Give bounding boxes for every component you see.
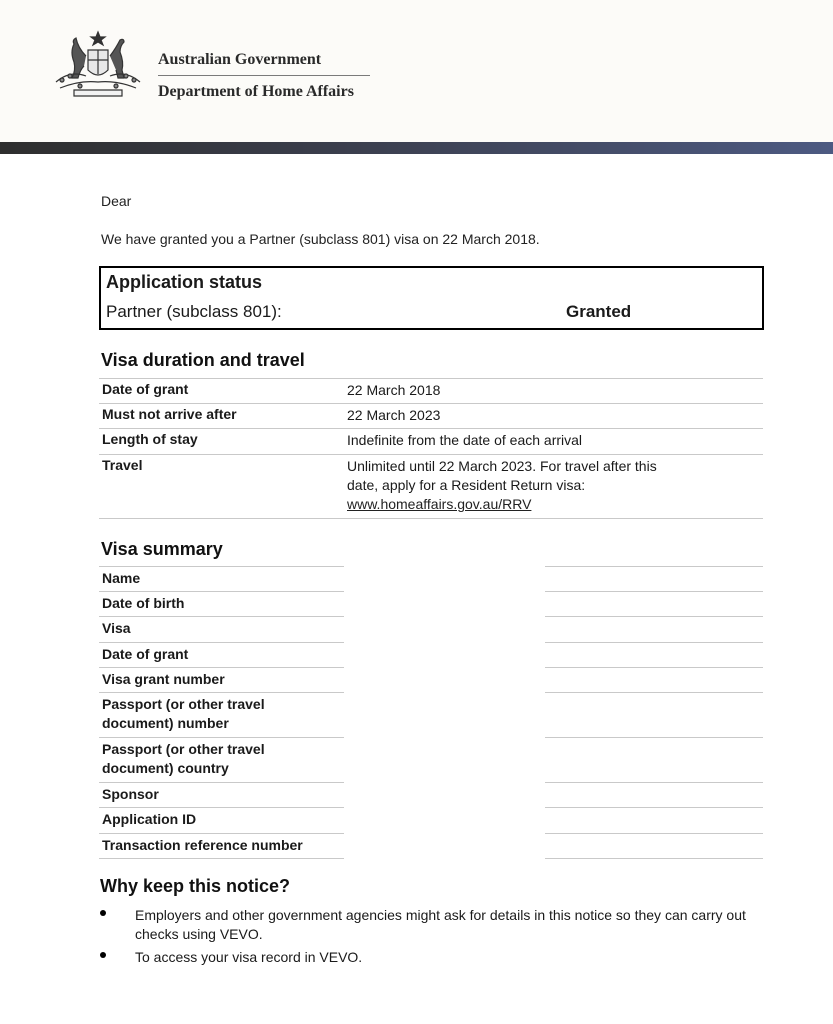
why-heading: Why keep this notice? <box>100 876 291 896</box>
duration-heading: Visa duration and travel <box>101 350 305 370</box>
travel-text: Unlimited until 22 March 2023. For travel after this date, apply for a Resident Return visa: <box>347 458 657 493</box>
field-label: Name <box>102 570 141 586</box>
summary-heading: Visa summary <box>101 539 223 559</box>
table-row <box>99 378 763 403</box>
header-divider <box>158 75 370 76</box>
summary-table <box>99 566 344 859</box>
field-label: Transaction reference number <box>102 837 303 853</box>
coat-of-arms-icon <box>50 30 146 102</box>
field-label: Passport (or other travel document) number <box>102 696 265 731</box>
field-label: Visa <box>102 620 131 636</box>
table-row <box>99 834 344 859</box>
field-label: Passport (or other travel document) country <box>102 741 265 776</box>
duration-table <box>99 378 763 519</box>
status-title: Application status <box>106 272 263 292</box>
letterhead <box>0 0 833 142</box>
list-item <box>99 948 759 967</box>
row-key: Length of stay <box>102 431 198 447</box>
rrv-link[interactable]: www.homeaffairs.gov.au/RRV <box>347 496 532 512</box>
value-line <box>545 566 763 567</box>
row-key: Travel <box>102 457 143 473</box>
value-line <box>545 616 763 617</box>
application-status-box <box>99 266 764 330</box>
row-value: Indefinite from the date of each arrival <box>347 432 583 448</box>
bullet-text: Employers and other government agencies might ask for details in this notice so they can carry out checks using VEVO. <box>135 907 746 942</box>
field-label: Date of birth <box>102 595 185 611</box>
value-line <box>545 807 763 808</box>
value-line <box>545 782 763 783</box>
status-value: Granted <box>566 302 632 321</box>
row-value: 22 March 2018 <box>347 382 441 398</box>
table-row <box>99 403 763 428</box>
header-band <box>0 142 833 154</box>
org-name: Australian Government <box>158 51 322 68</box>
field-label: Sponsor <box>102 786 159 802</box>
field-label: Application ID <box>102 811 197 827</box>
table-row <box>99 428 763 454</box>
value-line <box>545 858 763 859</box>
department-name: Department of Home Affairs <box>158 83 354 100</box>
field-label: Date of grant <box>102 646 189 662</box>
table-row <box>99 592 344 617</box>
table-row <box>99 566 344 592</box>
row-value <box>347 457 687 514</box>
bullet-icon <box>100 952 106 958</box>
value-line <box>545 833 763 834</box>
bullet-text: To access your visa record in VEVO. <box>135 949 363 965</box>
field-label: Visa grant number <box>102 671 225 687</box>
list-item <box>99 906 759 944</box>
value-line <box>545 591 763 592</box>
table-row <box>99 693 344 738</box>
value-line <box>545 737 763 738</box>
intro-text: We have granted you a Partner (subclass 801) visa on 22 March 2018. <box>101 231 540 247</box>
row-key: Must not arrive after <box>102 406 237 422</box>
table-row <box>99 617 344 643</box>
why-list <box>99 906 759 971</box>
value-line <box>545 667 763 668</box>
bullet-icon <box>100 910 106 916</box>
table-row <box>99 668 344 693</box>
status-label: Partner (subclass 801): <box>106 302 282 321</box>
value-line <box>545 692 763 693</box>
table-row <box>99 738 344 783</box>
table-row <box>99 808 344 834</box>
table-row <box>99 643 344 668</box>
value-line <box>545 642 763 643</box>
salutation: Dear <box>101 193 132 209</box>
row-value: 22 March 2023 <box>347 407 441 423</box>
organisation-block <box>158 50 370 102</box>
table-row <box>99 454 763 519</box>
row-key: Date of grant <box>102 381 189 397</box>
table-row <box>99 783 344 808</box>
